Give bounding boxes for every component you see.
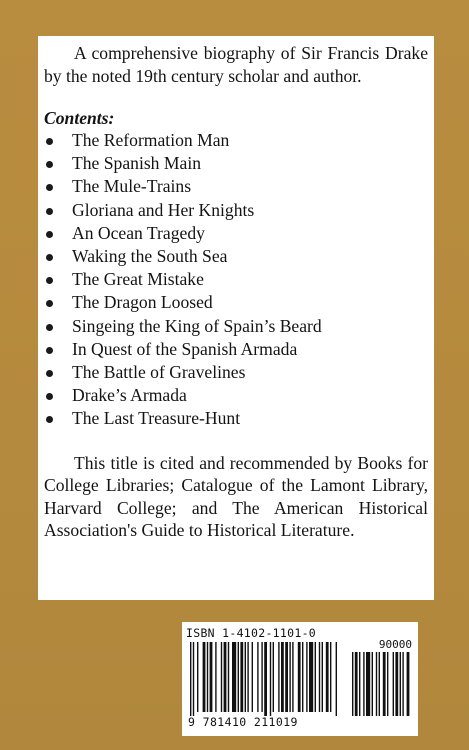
contents-list xyxy=(44,129,428,431)
bullet-icon xyxy=(46,370,53,377)
contents-item xyxy=(44,245,428,268)
barcode-bar xyxy=(245,642,246,712)
contents-item-label: The Last Treasure-Hunt xyxy=(72,408,241,429)
barcode-bar xyxy=(285,642,288,712)
addon-bar xyxy=(393,652,394,716)
contents-item xyxy=(44,175,428,198)
addon-bar xyxy=(383,652,386,716)
contents-item-label: Gloriana and Her Knights xyxy=(72,199,255,220)
barcode-bar xyxy=(257,642,258,712)
contents-item xyxy=(44,407,428,430)
contents-item-label: The Battle of Gravelines xyxy=(72,362,246,383)
contents-item xyxy=(44,338,428,361)
addon-bar xyxy=(376,652,377,716)
bullet-icon xyxy=(46,184,53,191)
addon-bar xyxy=(387,652,388,716)
citation-note: This title is cited and recommended by Books for College Libraries; Catalogue of the Lamont Library, Harvard College; and The American Historical Association's Guide to Historical Literature. xyxy=(44,452,428,541)
contents-item xyxy=(44,268,428,291)
barcode-bar xyxy=(238,642,239,712)
barcode-bar xyxy=(193,642,194,716)
addon-bar xyxy=(359,652,360,716)
barcode-bar xyxy=(292,642,293,712)
barcode-bar xyxy=(224,642,227,712)
barcode-bar xyxy=(270,642,271,716)
addon-bar xyxy=(363,652,364,716)
contents-item-label: Singeing the King of Spain’s Beard xyxy=(72,315,322,336)
barcode-bar xyxy=(264,642,267,716)
barcode-bar xyxy=(309,642,313,712)
barcode-bar xyxy=(306,642,307,712)
contents-item-label: In Quest of the Spanish Armada xyxy=(72,338,298,359)
bullet-icon xyxy=(46,277,53,284)
barcode-bar xyxy=(207,642,208,712)
bullet-icon xyxy=(46,138,53,145)
addon-bar xyxy=(366,652,370,716)
barcode-bar xyxy=(326,642,329,712)
bullet-icon xyxy=(46,254,53,261)
contents-item-label: The Reformation Man xyxy=(72,130,230,150)
barcode-bar xyxy=(197,642,198,712)
addon-bar xyxy=(372,652,373,716)
contents-item xyxy=(44,199,428,222)
contents-item xyxy=(44,315,428,338)
barcode-bar xyxy=(298,642,301,712)
barcode-bar xyxy=(281,642,284,712)
barcode-bar xyxy=(278,642,279,712)
addon-bar xyxy=(355,652,358,716)
contents-item xyxy=(44,361,428,384)
bullet-icon xyxy=(46,208,53,215)
bullet-icon xyxy=(46,161,53,168)
contents-item xyxy=(44,384,428,407)
contents-item-label: Waking the South Sea xyxy=(72,246,228,267)
bullet-icon xyxy=(46,231,53,238)
barcode-bar xyxy=(228,642,229,712)
barcode-bar xyxy=(319,642,320,712)
description-panel xyxy=(38,36,434,600)
price-code: 90000 xyxy=(378,638,412,651)
barcode-bar xyxy=(273,642,274,712)
barcode-bar xyxy=(252,642,253,712)
addon-bar xyxy=(379,652,380,716)
barcode-bar xyxy=(330,642,331,712)
contents-item-label: The Mule-Trains xyxy=(72,176,192,197)
barcode-bar xyxy=(240,642,243,712)
barcode-bar xyxy=(210,642,213,712)
barcode-bar xyxy=(190,642,191,716)
barcode-bar xyxy=(315,642,316,712)
ean-number: 9 781410 211019 xyxy=(188,715,298,729)
bullet-icon xyxy=(46,416,53,423)
addon-bar xyxy=(352,652,353,716)
addon-bar xyxy=(407,652,410,716)
barcode-bar xyxy=(322,642,323,712)
addon-bar xyxy=(400,652,401,716)
barcode-bar xyxy=(302,642,303,712)
barcode-bar xyxy=(336,642,337,716)
barcode-bar xyxy=(221,642,222,712)
isbn-barcode xyxy=(182,622,418,736)
contents-heading: Contents: xyxy=(44,108,115,128)
bullet-icon xyxy=(46,393,53,400)
barcode-bar xyxy=(215,642,216,712)
barcode-bar xyxy=(247,642,248,712)
addon-bar xyxy=(402,652,403,716)
barcode-bar xyxy=(232,642,236,712)
contents-item-label: The Spanish Main xyxy=(72,153,202,174)
isbn-label: ISBN 1-4102-1101-0 xyxy=(186,626,317,640)
book-blurb: A comprehensive biography of Sir Francis Drake by the noted 19th century scholar and author. xyxy=(44,43,428,86)
bullet-icon xyxy=(46,347,53,354)
contents-item-label: An Ocean Tragedy xyxy=(72,222,205,243)
bullet-icon xyxy=(46,300,53,307)
contents-item xyxy=(44,291,428,314)
contents-item xyxy=(44,222,428,245)
addon-bar xyxy=(395,652,398,716)
contents-item-label: Drake’s Armada xyxy=(72,385,187,406)
bullet-icon xyxy=(46,324,53,331)
barcode-bar xyxy=(261,642,262,712)
contents-item-label: The Great Mistake xyxy=(72,269,204,290)
barcode-bar xyxy=(203,642,206,712)
contents-item xyxy=(44,129,428,152)
contents-item-label: The Dragon Loosed xyxy=(72,292,213,313)
contents-item xyxy=(44,152,428,175)
barcode-bar xyxy=(289,642,290,712)
